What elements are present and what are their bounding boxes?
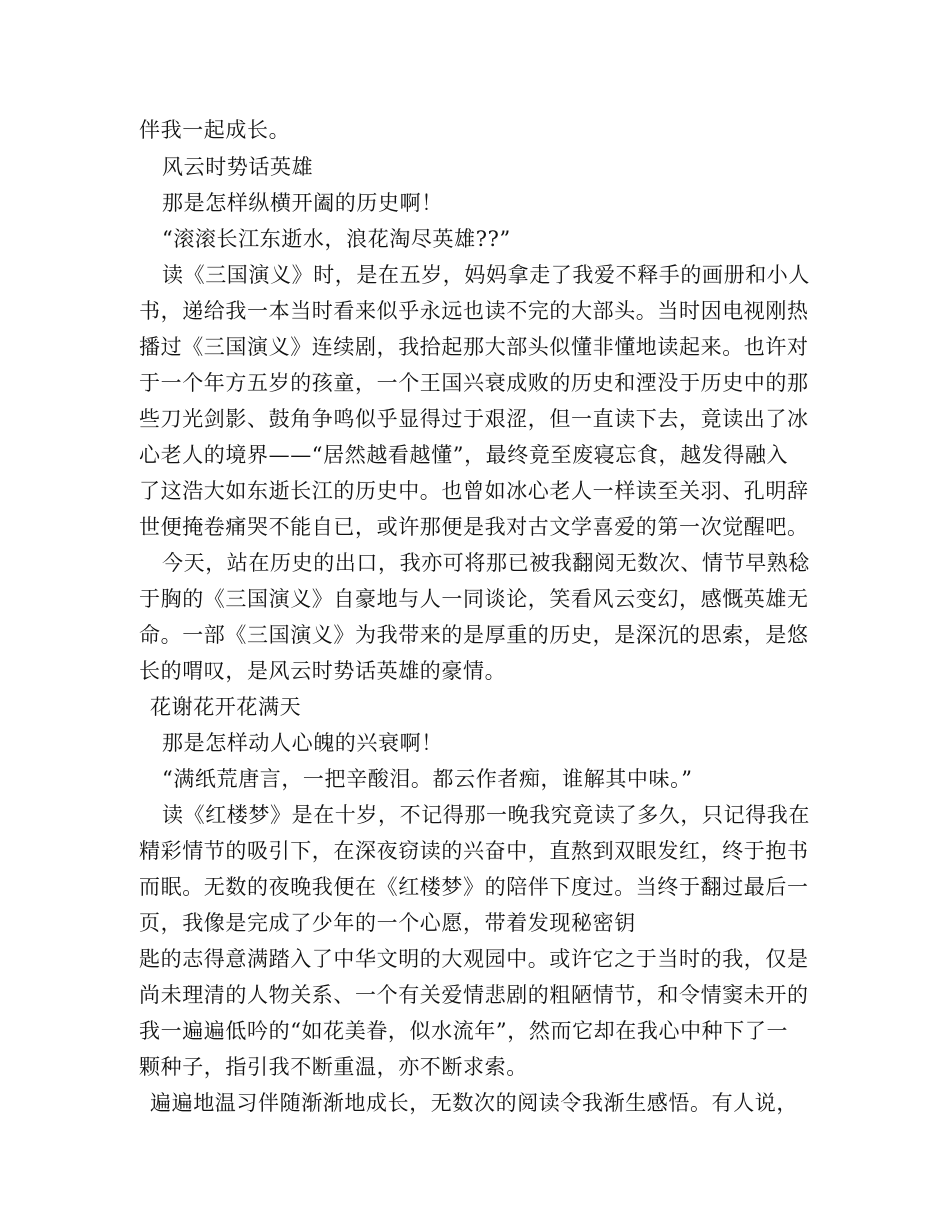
text-line: 播过《三国演义》连续剧，我拾起那大部头似懂非懂地读起来。也许对 [139, 335, 809, 359]
text-line: 读《三国演义》时，是在五岁，妈妈拿走了我爱不释手的画册和小人 [162, 263, 810, 287]
text-line: 世便掩卷痛哭不能自已，或许那便是我对古文学喜爱的第一次觉醒吧。 [139, 515, 809, 539]
text-line: 命。一部《三国演义》为我带来的是厚重的历史，是深沉的思索，是悠 [139, 623, 809, 647]
text-line: 了这浩大如东逝长江的历史中。也曾如冰心老人一样读至关羽、孔明辞 [139, 479, 809, 503]
text-line: 些刀光剑影、鼓角争鸣似乎显得过于艰涩，但一直读下去，竟读出了冰 [139, 407, 809, 431]
section-heading: 风云时势话英雄 [162, 155, 314, 179]
text-line: 那是怎样动人心魄的兴衰啊！ [162, 731, 443, 755]
text-line: 我一遍遍低吟的“如花美眷，似水流年”，然而它却在我心中种下了一 [139, 1019, 789, 1043]
text-line: 页，我像是完成了少年的一个心愿，带着发现秘密钥 [139, 911, 636, 935]
section-heading: 花谢花开花满天 [150, 695, 302, 719]
quote-line: “滚滚长江东逝水，浪花淘尽英雄??” [162, 227, 511, 251]
text-line: 尚未理清的人物关系、一个有关爱情悲剧的粗陋情节，和令情窦未开的 [139, 983, 809, 1007]
text-line: 心老人的境界——“居然越看越懂”，最终竟至废寝忘食，越发得融入 [139, 443, 789, 467]
text-line: 精彩情节的吸引下，在深夜窃读的兴奋中，直熬到双眼发红，终于抱书 [139, 839, 809, 863]
text-line: 长的喟叹，是风云时势话英雄的豪情。 [139, 659, 507, 683]
quote-line: “满纸荒唐言，一把辛酸泪。都云作者痴，谁解其中味。” [162, 767, 693, 791]
text-line: 而眠。无数的夜晚我便在《红楼梦》的陪伴下度过。当终于翻过最后一 [139, 875, 809, 899]
text-line: 今天，站在历史的出口，我亦可将那已被我翻阅无数次、情节早熟稔 [162, 551, 810, 575]
text-line: 于一个年方五岁的孩童，一个王国兴衰成败的历史和湮没于历史中的那 [139, 371, 809, 395]
text-line: 匙的志得意满踏入了中华文明的大观园中。或许它之于当时的我，仅是 [139, 947, 809, 971]
text-line: 颗种子，指引我不断重温，亦不断求索。 [139, 1055, 528, 1079]
text-line: 读《红楼梦》是在十岁，不记得那一晚我究竟读了多久，只记得我在 [162, 803, 810, 827]
text-line: 于胸的《三国演义》自豪地与人一同谈论，笑看风云变幻，感慨英雄无 [139, 587, 809, 611]
text-line: 书，递给我一本当时看来似乎永远也读不完的大部头。当时因电视刚热 [139, 299, 809, 323]
text-line: 伴我一起成长。 [139, 118, 291, 142]
text-line: 遍遍地温习伴随渐渐地成长，无数次的阅读令我渐生感悟。有人说， [150, 1091, 798, 1115]
text-line: 那是怎样纵横开阖的历史啊！ [162, 191, 443, 215]
